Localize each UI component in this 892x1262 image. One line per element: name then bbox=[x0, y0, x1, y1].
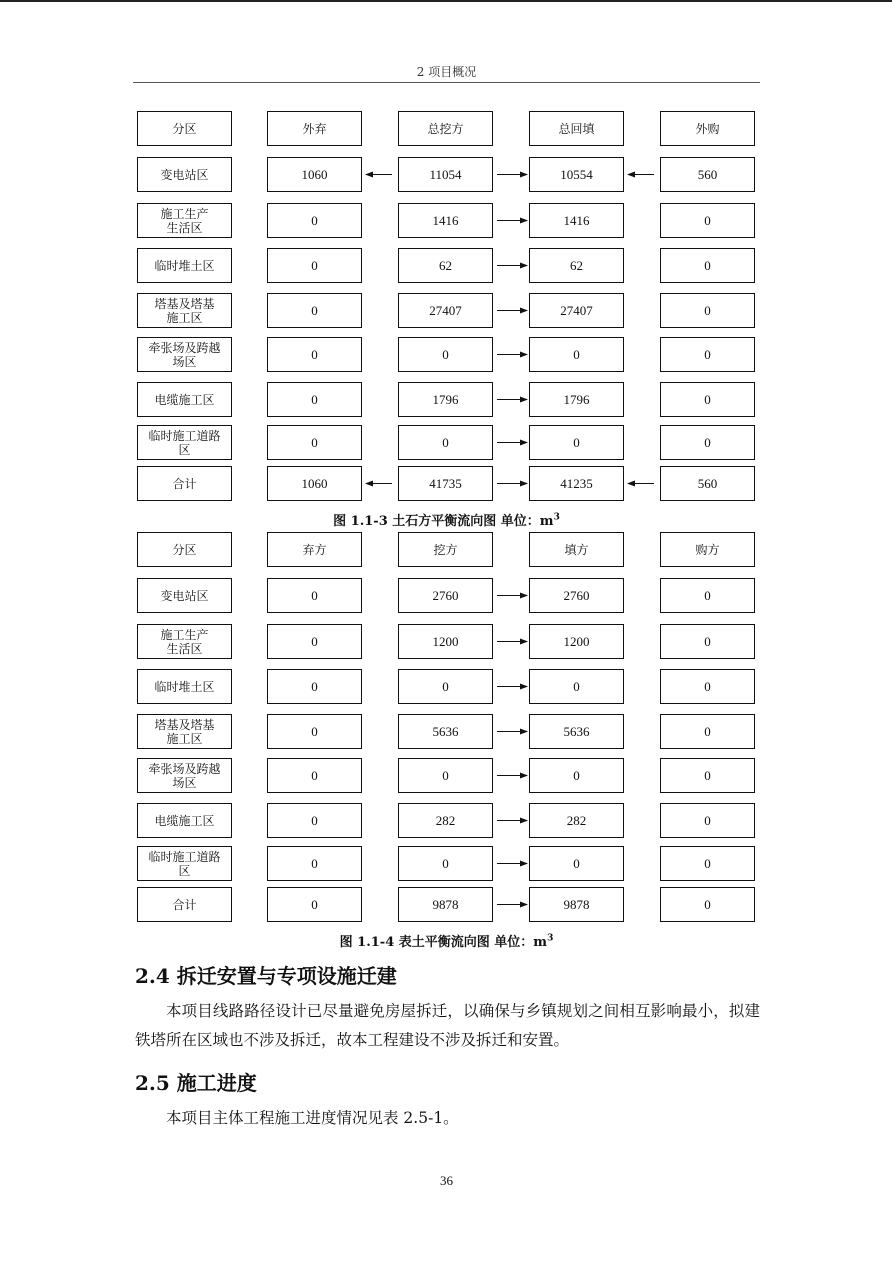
figure1-row-2-excavation: 1416 bbox=[398, 203, 493, 238]
figure2-row-5-borrow: 0 bbox=[660, 758, 755, 793]
figure2-row-2-waste: 0 bbox=[267, 624, 362, 659]
figure2-row-5-area: 牵张场及跨越 场区 bbox=[137, 758, 232, 793]
figure2-row-3-area: 临时堆土区 bbox=[137, 669, 232, 704]
figure1-row-8-borrow: 560 bbox=[660, 466, 755, 501]
figure1-row-6-excavation: 1796 bbox=[398, 382, 493, 417]
figure2-row-3-borrow: 0 bbox=[660, 669, 755, 704]
figure2-row-6-fill: 282 bbox=[529, 803, 624, 838]
page-number: 36 bbox=[440, 1173, 453, 1188]
figure1-row-1-waste: 1060 bbox=[267, 157, 362, 192]
figure1-row-5-fill: 0 bbox=[529, 337, 624, 372]
figure1-row-6-area: 电缆施工区 bbox=[137, 382, 232, 417]
figure2-row-1-borrow: 0 bbox=[660, 578, 755, 613]
figure1-row-3-excavation: 62 bbox=[398, 248, 493, 283]
figure1-header-area: 分区 bbox=[137, 111, 232, 146]
figure1-row-5-excavation: 0 bbox=[398, 337, 493, 372]
figure1-row-8-area: 合计 bbox=[137, 466, 232, 501]
figure2-header-fill: 填方 bbox=[529, 532, 624, 567]
figure2-arrows bbox=[497, 596, 527, 905]
figure2-row-1-area: 变电站区 bbox=[137, 578, 232, 613]
figure2-row-7-fill: 0 bbox=[529, 846, 624, 881]
section-2-4-body: 本项目线路路径设计已尽量避免房屋拆迁，以确保与乡镇规划之间相互影响最小，拟建铁塔所在区域也不涉及拆迁，故本工程建设不涉及拆迁和安置。 bbox=[135, 1002, 760, 1049]
figure1-row-7-waste: 0 bbox=[267, 425, 362, 460]
figure2-row-7-borrow: 0 bbox=[660, 846, 755, 881]
figure1-row-7-area: 临时施工道路 区 bbox=[137, 425, 232, 460]
figure1-row-7-excavation: 0 bbox=[398, 425, 493, 460]
figure1-row-5-waste: 0 bbox=[267, 337, 362, 372]
figure2-row-5-excavation: 0 bbox=[398, 758, 493, 793]
figure2-header-area: 分区 bbox=[137, 532, 232, 567]
figure2-row-6-area: 电缆施工区 bbox=[137, 803, 232, 838]
figure1-row-1-borrow: 560 bbox=[660, 157, 755, 192]
figure1-row-1-excavation: 11054 bbox=[398, 157, 493, 192]
figure2-caption: 图 1.1-4 表土平衡流向图 单位：$m^3$ bbox=[339, 933, 554, 950]
figure1-row-6-waste: 0 bbox=[267, 382, 362, 417]
figure1-row-2-area: 施工生产 生活区 bbox=[137, 203, 232, 238]
figure1-row-8-excavation: 41735 bbox=[398, 466, 493, 501]
figure2-row-8-waste: 0 bbox=[267, 887, 362, 922]
figure1-row-6-borrow: 0 bbox=[660, 382, 755, 417]
figure1-row-3-waste: 0 bbox=[267, 248, 362, 283]
figure2-row-2-borrow: 0 bbox=[660, 624, 755, 659]
figure1-row-5-borrow: 0 bbox=[660, 337, 755, 372]
figure1-header-fill: 总回填 bbox=[529, 111, 624, 146]
figure1-row-5-area: 牵张场及跨越 场区 bbox=[137, 337, 232, 372]
figure1-row-3-fill: 62 bbox=[529, 248, 624, 283]
figure1-row-2-fill: 1416 bbox=[529, 203, 624, 238]
figure2-row-2-area: 施工生产 生活区 bbox=[137, 624, 232, 659]
figure1-row-8-waste: 1060 bbox=[267, 466, 362, 501]
figure2-row-4-borrow: 0 bbox=[660, 714, 755, 749]
figure1-row-1-area: 变电站区 bbox=[137, 157, 232, 192]
figure2-row-2-excavation: 1200 bbox=[398, 624, 493, 659]
figure2-row-8-excavation: 9878 bbox=[398, 887, 493, 922]
figure1-row-6-fill: 1796 bbox=[529, 382, 624, 417]
section-2-5-body: 本项目主体工程施工进度情况见表 2.5-1。 bbox=[166, 1109, 459, 1127]
figure2-row-4-waste: 0 bbox=[267, 714, 362, 749]
figure1-row-2-borrow: 0 bbox=[660, 203, 755, 238]
figure1-row-7-fill: 0 bbox=[529, 425, 624, 460]
figure1-row-4-fill: 27407 bbox=[529, 293, 624, 328]
figure1-row-3-borrow: 0 bbox=[660, 248, 755, 283]
figure2-row-7-excavation: 0 bbox=[398, 846, 493, 881]
figure2-row-1-excavation: 2760 bbox=[398, 578, 493, 613]
running-header: 2 项目概况 bbox=[416, 65, 477, 79]
figure2-row-3-excavation: 0 bbox=[398, 669, 493, 704]
figure1-row-4-waste: 0 bbox=[267, 293, 362, 328]
figure2-row-6-borrow: 0 bbox=[660, 803, 755, 838]
figure1-header-excavation: 总挖方 bbox=[398, 111, 493, 146]
figure2-row-6-waste: 0 bbox=[267, 803, 362, 838]
figure1-row-7-borrow: 0 bbox=[660, 425, 755, 460]
figure1-row-4-borrow: 0 bbox=[660, 293, 755, 328]
figure2-row-8-fill: 9878 bbox=[529, 887, 624, 922]
figure1-row-3-area: 临时堆土区 bbox=[137, 248, 232, 283]
figure2-row-3-waste: 0 bbox=[267, 669, 362, 704]
figure1-row-1-fill: 10554 bbox=[529, 157, 624, 192]
figure2-row-4-excavation: 5636 bbox=[398, 714, 493, 749]
figure2-row-1-waste: 0 bbox=[267, 578, 362, 613]
figure1-row-4-excavation: 27407 bbox=[398, 293, 493, 328]
figure2-header-borrow: 购方 bbox=[660, 532, 755, 567]
figure2-row-4-area: 塔基及塔基 施工区 bbox=[137, 714, 232, 749]
figure1-row-2-waste: 0 bbox=[267, 203, 362, 238]
figure2-header-waste: 弃方 bbox=[267, 532, 362, 567]
figure1-caption: 图 1.1-3 土石方平衡流向图 单位：$m^3$ bbox=[333, 512, 560, 529]
figure2-row-7-waste: 0 bbox=[267, 846, 362, 881]
figure2-header-excavation: 挖方 bbox=[398, 532, 493, 567]
figure2-row-5-waste: 0 bbox=[267, 758, 362, 793]
figure2-row-6-excavation: 282 bbox=[398, 803, 493, 838]
figure2-row-5-fill: 0 bbox=[529, 758, 624, 793]
figure1-header-borrow: 外购 bbox=[660, 111, 755, 146]
section-2-5-heading: 2.5 施工进度 bbox=[135, 1071, 257, 1095]
figure2-row-2-fill: 1200 bbox=[529, 624, 624, 659]
figure1-row-4-area: 塔基及塔基 施工区 bbox=[137, 293, 232, 328]
figure2-row-8-area: 合计 bbox=[137, 887, 232, 922]
figure2-row-1-fill: 2760 bbox=[529, 578, 624, 613]
figure1-header-waste: 外弃 bbox=[267, 111, 362, 146]
figure2-row-8-borrow: 0 bbox=[660, 887, 755, 922]
section-2-4-heading: 2.4 拆迁安置与专项设施迁建 bbox=[135, 964, 397, 988]
figure1-row-8-fill: 41235 bbox=[529, 466, 624, 501]
figure2-row-7-area: 临时施工道路 区 bbox=[137, 846, 232, 881]
figure2-row-3-fill: 0 bbox=[529, 669, 624, 704]
figure2-row-4-fill: 5636 bbox=[529, 714, 624, 749]
